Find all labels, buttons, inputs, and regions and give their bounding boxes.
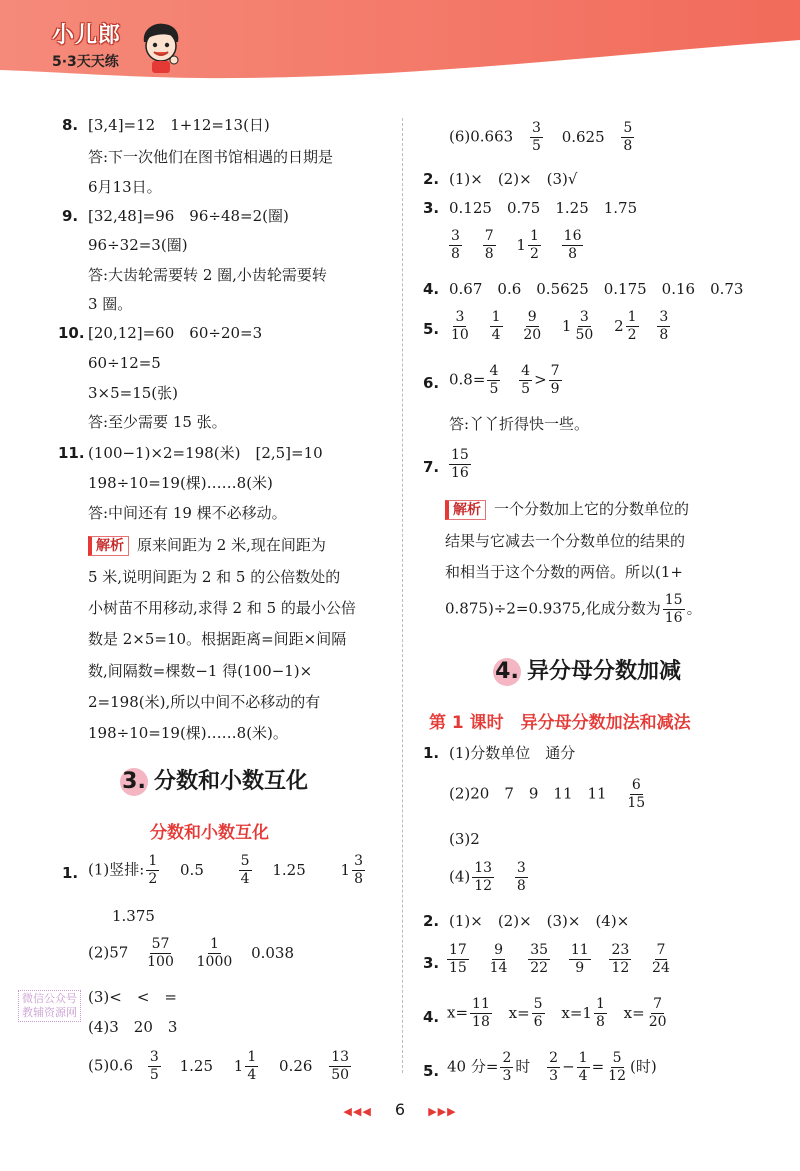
watermark-line2: 教辅资源网 xyxy=(22,1006,77,1019)
frac-denominator: 9 xyxy=(550,381,560,397)
q8-line3: 6月13日。 xyxy=(88,178,162,196)
frac-denominator: 18 xyxy=(472,1014,490,1030)
left-analysis-line1 xyxy=(88,536,326,556)
left-analysis-line6: 2=198(米),所以中间不必移动的有 xyxy=(88,693,321,711)
frac-numerator: 35 xyxy=(530,942,549,958)
fraction xyxy=(239,853,252,888)
analysis-tag: 解析 xyxy=(445,500,486,520)
fraction xyxy=(621,120,634,155)
frac-numerator: 7 xyxy=(656,942,666,958)
q7-fraction xyxy=(447,447,473,482)
left-analysis-line2: 5 米,说明间距为 2 和 5 的公倍数处的 xyxy=(88,568,341,586)
fraction xyxy=(562,228,584,263)
right-analysis-end: 。 xyxy=(686,599,702,618)
q10-number: 10. xyxy=(58,324,85,342)
s4q1-part1: (1)分数单位 通分 xyxy=(449,744,576,762)
frac-denominator: 50 xyxy=(575,327,594,343)
frac-numerator: 5 xyxy=(612,1050,622,1066)
frac-numerator: 2 xyxy=(502,1050,512,1066)
s4q3-number: 3. xyxy=(423,954,440,972)
analysis-tag: 解析 xyxy=(88,536,129,556)
q10-line4: 答:至少需要 15 张。 xyxy=(88,413,227,431)
s3q1-part3: (3)< < = xyxy=(88,988,177,1006)
fraction xyxy=(606,1050,628,1085)
frac-numerator: 6 xyxy=(631,777,641,793)
q8-line2: 答:下一次他们在图书馆相遇的日期是 xyxy=(88,148,334,166)
s4q1-part2 xyxy=(449,777,649,812)
frac-denominator: 10 xyxy=(451,327,469,343)
fraction xyxy=(472,860,494,895)
fraction xyxy=(528,942,550,977)
s3q1-p1-v1: 0.5 xyxy=(180,860,204,879)
frac-denominator: 14 xyxy=(489,960,508,976)
frac-denominator: 5 xyxy=(489,381,499,397)
q7-number: 7. xyxy=(423,458,440,476)
left-analysis-text1: 原来间距为 2 米,现在间距为 xyxy=(137,536,326,554)
fraction xyxy=(532,996,545,1031)
right-analysis-line2: 结果与它减去一个分数单位的结果的 xyxy=(445,532,686,550)
frac-numerator: 9 xyxy=(527,309,537,325)
q6-expression xyxy=(449,363,564,398)
frac-numerator: 13 xyxy=(474,860,493,876)
fraction xyxy=(521,309,543,344)
frac-numerator: 4 xyxy=(521,363,531,379)
fraction xyxy=(528,228,541,263)
fraction xyxy=(449,447,471,482)
frac-denominator: 5 xyxy=(531,138,541,154)
left-arrows-icon: ◀◀◀ xyxy=(343,1105,372,1118)
fraction xyxy=(530,120,543,155)
frac-numerator: 3 xyxy=(516,860,526,876)
frac-numerator: 1 xyxy=(247,1049,257,1065)
frac-numerator: 1 xyxy=(491,309,501,325)
frac-numerator: 11 xyxy=(570,942,589,958)
frac-numerator: 7 xyxy=(653,996,663,1012)
s3q1-p1-whole3: 1 xyxy=(340,860,351,879)
frac-denominator: 8 xyxy=(484,246,494,262)
page-footer xyxy=(0,1100,800,1119)
s4q5-minus: − xyxy=(562,1057,575,1076)
fraction xyxy=(352,853,365,888)
frac-denominator: 8 xyxy=(451,246,460,262)
fraction xyxy=(547,1050,560,1085)
q4-number: 4. xyxy=(423,280,440,298)
frac-numerator: 7 xyxy=(550,363,560,379)
q3-whole3: 1 xyxy=(516,235,526,254)
frac-numerator: 5 xyxy=(240,853,250,869)
frac-denominator: 3 xyxy=(549,1068,559,1084)
s3q1-p1-prefix: (1)竖排: xyxy=(88,860,145,879)
s4q4-x4: x= xyxy=(623,1003,645,1022)
s3q1-p5-v1: (5)0.6 xyxy=(88,1056,134,1075)
fraction xyxy=(594,996,607,1031)
q11-line2: 198÷10=19(棵)……8(米) xyxy=(88,474,273,492)
q2-number: 2. xyxy=(423,170,440,188)
section4-title: 异分母分数加减 xyxy=(527,659,682,684)
frac-denominator: 8 xyxy=(659,327,669,343)
page-number: 6 xyxy=(394,1100,406,1119)
frac-numerator: 1 xyxy=(627,309,637,325)
s4q5-end: (时) xyxy=(629,1057,657,1076)
frac-denominator: 20 xyxy=(648,1014,667,1030)
mascot-boy-icon xyxy=(138,20,184,74)
q2-text: (1)× (2)× (3)√ xyxy=(449,170,578,188)
frac-numerator: 3 xyxy=(579,309,589,325)
right-arrows-icon: ▶▶▶ xyxy=(428,1105,457,1118)
frac-denominator: 20 xyxy=(523,327,542,343)
frac-denominator: 2 xyxy=(627,327,637,343)
q5-fractions xyxy=(447,309,672,344)
fraction xyxy=(487,363,500,398)
right-analysis-text1: 一个分数加上它的分数单位的 xyxy=(494,500,690,518)
frac-denominator: 4 xyxy=(491,327,501,343)
s3q1-p5-v3: 0.26 xyxy=(279,1056,313,1075)
right-analysis-line1 xyxy=(445,500,689,520)
fraction xyxy=(148,1049,161,1084)
fraction xyxy=(145,936,176,971)
q8-number: 8. xyxy=(62,116,79,134)
fraction xyxy=(449,309,471,344)
left-analysis-line7: 198÷10=19(棵)……8(米)。 xyxy=(88,724,288,742)
fraction xyxy=(470,996,492,1031)
watermark-line1: 微信公众号 xyxy=(22,992,77,1005)
frac-denominator: 15 xyxy=(627,795,646,811)
frac-denominator: 8 xyxy=(516,878,526,894)
left-analysis-line5: 数,间隔数=棵数−1 得(100−1)× xyxy=(88,662,313,680)
frac-denominator: 2 xyxy=(529,246,539,262)
s4q1-p2-text: (2)20 7 9 11 11 xyxy=(449,784,607,803)
s4q4-expressions xyxy=(447,996,671,1031)
fraction xyxy=(515,860,528,895)
q10-line3: 3×5=15(张) xyxy=(88,384,179,402)
s4q5-prefix: 40 分= xyxy=(447,1057,499,1076)
frac-denominator: 8 xyxy=(623,138,633,154)
s4q1-part4 xyxy=(449,860,530,895)
frac-numerator: 23 xyxy=(611,942,630,958)
frac-denominator: 6 xyxy=(533,1014,543,1030)
frac-denominator: 4 xyxy=(247,1067,257,1083)
q10-line1: [20,12]=60 60÷20=3 xyxy=(88,324,263,342)
frac-numerator: 1 xyxy=(529,228,539,244)
fraction xyxy=(483,228,496,263)
s4q3-fractions xyxy=(445,942,674,977)
r6-line xyxy=(449,120,636,155)
q4-text: 0.67 0.6 0.5625 0.175 0.16 0.73 xyxy=(449,280,744,298)
frac-denominator: 2 xyxy=(148,871,158,887)
frac-denominator: 1000 xyxy=(196,954,233,970)
frac-numerator: 3 xyxy=(149,1049,159,1065)
s4q5-expression xyxy=(447,1050,657,1085)
frac-numerator: 4 xyxy=(489,363,499,379)
frac-numerator: 16 xyxy=(563,228,582,244)
s4q2-text: (1)× (2)× (3)× (4)× xyxy=(449,912,630,930)
fraction xyxy=(625,777,647,812)
frac-numerator: 1 xyxy=(595,996,605,1012)
frac-numerator: 7 xyxy=(484,228,494,244)
fraction xyxy=(146,853,159,888)
r6-v2: 0.625 xyxy=(561,127,605,146)
s3q1-p5-whole2: 1 xyxy=(233,1056,244,1075)
s4q1-p4-text: (4) xyxy=(449,867,471,886)
s3q1-p1-v3: 1.375 xyxy=(112,907,155,925)
frac-denominator: 100 xyxy=(147,954,174,970)
section3-number: 3. xyxy=(120,768,148,796)
frac-denominator: 12 xyxy=(474,878,493,894)
frac-numerator: 17 xyxy=(449,942,467,958)
frac-numerator: 3 xyxy=(455,309,465,325)
q11-line1: (100−1)×2=198(米) [2,5]=10 xyxy=(88,444,323,462)
section3-heading xyxy=(120,764,308,796)
fraction xyxy=(500,1050,513,1085)
frac-denominator: 15 xyxy=(449,960,467,976)
frac-numerator: 5 xyxy=(623,120,633,136)
q6-prefix: 0.8= xyxy=(449,370,486,389)
s4q1-number: 1. xyxy=(423,744,440,762)
s4q5-equals: = xyxy=(591,1057,605,1076)
section3-title: 分数和小数互化 xyxy=(154,769,309,794)
q11-number: 11. xyxy=(58,444,85,462)
fraction xyxy=(490,309,503,344)
frac-denominator: 4 xyxy=(240,871,250,887)
right-analysis-line4 xyxy=(445,592,702,627)
frac-numerator: 1 xyxy=(210,936,219,952)
fraction xyxy=(195,936,235,971)
fraction xyxy=(647,996,669,1031)
q9-line3: 答:大齿轮需要转 2 圈,小齿轮需要转 xyxy=(88,266,327,284)
frac-denominator: 24 xyxy=(652,960,670,976)
watermark-stamp xyxy=(18,990,81,1022)
s3q1-number: 1. xyxy=(62,864,79,882)
q5-whole5: 2 xyxy=(614,316,624,335)
q8-line1: [3,4]=12 1+12=13(日) xyxy=(88,116,270,134)
brand-subtitle: 5·3天天练 xyxy=(52,54,119,70)
fraction xyxy=(519,363,532,398)
frac-numerator: 3 xyxy=(354,853,364,869)
frac-denominator: 12 xyxy=(611,960,630,976)
frac-denominator: 5 xyxy=(521,381,531,397)
frac-numerator: 1 xyxy=(148,853,158,869)
q9-line1: [32,48]=96 96÷48=2(圈) xyxy=(88,207,289,225)
frac-numerator: 13 xyxy=(331,1049,350,1065)
frac-denominator: 8 xyxy=(595,1014,605,1030)
fraction xyxy=(657,309,670,344)
section3-subtitle: 分数和小数互化 xyxy=(150,823,269,843)
frac-denominator: 8 xyxy=(354,871,364,887)
frac-denominator: 16 xyxy=(451,465,469,481)
s4q5-number: 5. xyxy=(423,1062,440,1080)
q5-whole4: 1 xyxy=(561,316,572,335)
frac-denominator: 16 xyxy=(664,610,683,626)
frac-denominator: 3 xyxy=(502,1068,512,1084)
s4q4-number: 4. xyxy=(423,1008,440,1026)
brand-title: 小儿郎 xyxy=(52,23,122,48)
left-analysis-line4: 数是 2×5=10。根据距离=间距×间隔 xyxy=(88,630,347,648)
s4q2-number: 2. xyxy=(423,912,440,930)
q6-greater-than: > xyxy=(534,370,547,389)
frac-denominator: 9 xyxy=(575,960,585,976)
fraction xyxy=(577,1050,590,1085)
s3q1-p5-v2: 1.25 xyxy=(179,1056,213,1075)
q3-number: 3. xyxy=(423,199,440,217)
fraction xyxy=(609,942,631,977)
fraction xyxy=(650,942,672,977)
q3-line1: 0.125 0.75 1.25 1.75 xyxy=(449,199,638,217)
q9-number: 9. xyxy=(62,207,79,225)
frac-numerator: 3 xyxy=(451,228,460,244)
fraction xyxy=(549,363,562,398)
frac-numerator: 11 xyxy=(472,996,490,1012)
s4q1-part3: (3)2 xyxy=(449,830,480,848)
q6-number: 6. xyxy=(423,374,440,392)
section4-subtitle: 第 1 课时 异分母分数加法和减法 xyxy=(429,713,691,733)
brand-logo xyxy=(52,18,121,71)
section4-number: 4. xyxy=(493,658,521,686)
s3q1-p2-v1: (2)57 xyxy=(88,943,129,962)
s4q4-x3: x=1 xyxy=(561,1003,592,1022)
fraction xyxy=(663,592,685,627)
right-analysis-line3: 和相当于这个分数的两倍。所以(1+ xyxy=(445,563,683,581)
s4q4-x2: x= xyxy=(508,1003,530,1022)
q10-line2: 60÷12=5 xyxy=(88,354,161,372)
s3q1-p2-v2: 0.038 xyxy=(251,943,295,962)
q6-answer: 答:丫丫折得快一些。 xyxy=(449,415,590,433)
q11-line3: 答:中间还有 19 棵不必移动。 xyxy=(88,504,287,522)
frac-denominator: 5 xyxy=(149,1067,159,1083)
fraction xyxy=(573,309,595,344)
right-analysis-text4: 0.875)÷2=0.9375,化成分数为 xyxy=(445,599,661,618)
q9-line2: 96÷32=3(圈) xyxy=(88,236,188,254)
section4-heading xyxy=(493,654,681,686)
frac-denominator: 50 xyxy=(331,1067,350,1083)
fraction xyxy=(449,228,462,263)
left-analysis-line3: 小树苗不用移动,求得 2 和 5 的最小公倍 xyxy=(88,599,356,617)
s3q1-part5 xyxy=(88,1049,353,1084)
s3q1-part2 xyxy=(88,936,294,971)
frac-numerator: 57 xyxy=(151,936,170,952)
q3-fractions xyxy=(447,228,585,263)
s4q5-mid: 时 xyxy=(515,1057,531,1076)
frac-numerator: 9 xyxy=(494,942,503,958)
frac-numerator: 5 xyxy=(533,996,543,1012)
frac-numerator: 15 xyxy=(451,447,469,463)
s4q4-x1: x= xyxy=(447,1003,469,1022)
fraction xyxy=(329,1049,351,1084)
frac-denominator: 12 xyxy=(608,1068,626,1084)
s3q1-part1 xyxy=(88,853,367,888)
fraction xyxy=(569,942,591,977)
fraction xyxy=(245,1049,258,1084)
frac-numerator: 3 xyxy=(659,309,669,325)
fraction xyxy=(626,309,639,344)
frac-numerator: 15 xyxy=(664,592,683,608)
s3q1-part4: (4)3 20 3 xyxy=(88,1018,178,1036)
q5-number: 5. xyxy=(423,320,440,338)
fraction xyxy=(488,942,510,977)
frac-numerator: 2 xyxy=(549,1050,559,1066)
frac-numerator: 3 xyxy=(531,120,541,136)
s3q1-p1-v2: 1.25 xyxy=(272,860,306,879)
frac-numerator: 1 xyxy=(578,1050,588,1066)
frac-denominator: 4 xyxy=(578,1068,588,1084)
q9-line4: 3 圈。 xyxy=(88,295,133,313)
frac-denominator: 22 xyxy=(530,960,549,976)
frac-denominator: 8 xyxy=(568,246,578,262)
fraction xyxy=(447,942,469,977)
r6-prefix: (6)0.663 xyxy=(449,127,514,146)
column-divider xyxy=(402,118,403,1073)
